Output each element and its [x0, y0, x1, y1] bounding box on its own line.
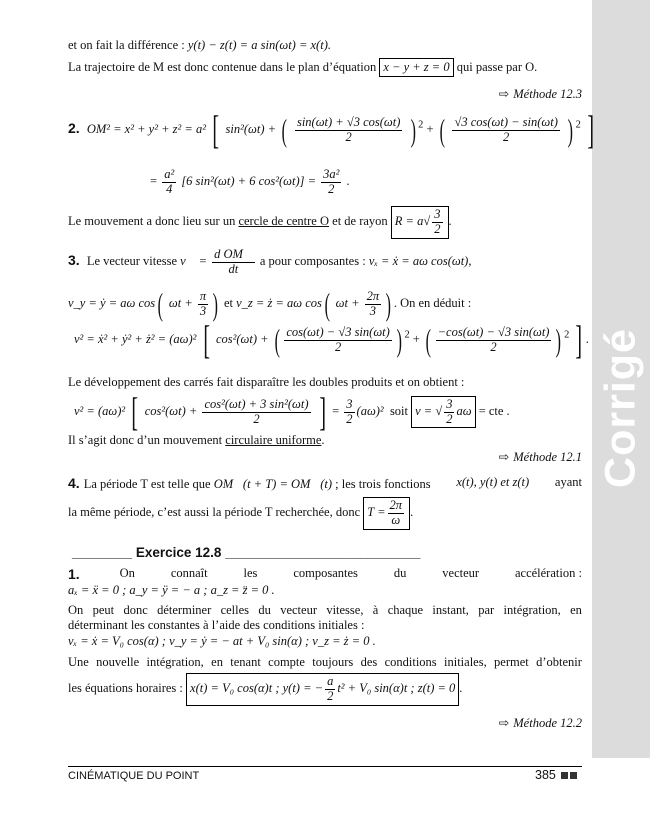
development-text: Le développement des carrés fait disparaître les doubles produits et on obtient : — [68, 375, 465, 389]
arrow-right-icon: ⇨ — [498, 87, 510, 101]
page-number: 385 — [535, 768, 556, 782]
plane-equation-box: x − y + z = 0 — [379, 58, 453, 77]
uniform-conclusion: Il s’agit donc d’un mouvement circulaire uniforme. — [68, 433, 325, 447]
sidebar-label: Corrigé — [596, 328, 645, 488]
v-squared-result: v² = (aω)² [ cos²(ωt) + $\frac{\text{cos²(ωt) + 3 sin²(ωt)}}{2}$ ] = $\frac{3}{2}$ (aω)² soit v = √ $\frac{3}{2}$ aω = cte . — [74, 389, 510, 434]
period-conclusion: la même période, c’est aussi la période T recherchée, donc T = $\frac{2\pi}{\omega}$ . — [68, 497, 413, 530]
integration-text-1: On peut donc déterminer celles du vecteur vitesse, à chaque instant, par intégration, en — [68, 603, 582, 617]
period-line: 4. La période T est telle que OM⃗(t + T) = OM⃗(t) ; les trois fonctions x(t), y(t) et z(t) ayant — [68, 475, 582, 491]
equation: vₓ = ẋ = aω cos(ωt), — [368, 254, 472, 269]
text: Le vecteur vitesse — [86, 254, 178, 269]
text: soit — [389, 403, 408, 418]
question-number: 2. — [68, 119, 80, 136]
equation: v² = (aω)² — [74, 403, 126, 418]
fraction: $\frac{2\pi}{3}$ — [366, 288, 380, 318]
footer-page — [535, 768, 577, 782]
op: + — [426, 121, 434, 136]
equation: y(t) − z(t) = a sin(ωt) = x(t). — [187, 38, 331, 52]
text: Le mouvement a donc lieu sur un — [68, 214, 236, 229]
paren: ( — [281, 112, 288, 148]
question-number: 3. — [68, 252, 80, 269]
period-box: T = $\frac{2\pi}{\omega}$ — [363, 497, 410, 530]
velocity-definition — [68, 248, 471, 277]
equation: OM² = x² + y² + z² = a² — [86, 121, 206, 136]
text: et — [223, 295, 233, 310]
acc-intro: 1. On connaît les composantes du vecteur accélération : — [68, 566, 582, 582]
arrow-right-icon: ⇨ — [498, 716, 510, 730]
method-label: Méthode 12.2 — [513, 716, 582, 730]
integration-text-3: Une nouvelle intégration, en tenant compte toujours des conditions initiales, permet d’obtenir — [68, 655, 582, 669]
text: = cte . — [478, 403, 510, 418]
equation: v_z = ż = aω cos — [236, 295, 322, 310]
fraction: $\frac{\text{a²}}{4}$ — [164, 167, 175, 196]
plane-line — [68, 58, 537, 77]
equation: [6 sin²(ωt) + 6 cos²(ωt)] = — [181, 174, 317, 189]
fraction: $\frac{\cos(\omega t) - √3 \sin(\omega t)}{2}$ — [286, 324, 390, 354]
footer-divider — [68, 766, 582, 767]
paren: ) — [567, 112, 574, 148]
equation: v_y = ẏ = aω cos — [68, 295, 156, 310]
circle-conclusion: Le mouvement a donc lieu sur un cercle de centre O et de rayon R = a√ $\frac{3}{2}$ . — [68, 206, 452, 239]
method-ref-12-1[interactable] — [499, 449, 582, 465]
hourly-equations-box: x(t) = V₀ cos(α)t ; y(t) = − $\frac{a}{2}$ t² + V₀ sin(α)t ; z(t) = 0 — [186, 673, 459, 706]
fraction: $\frac{\pi}{3}$ — [199, 288, 207, 318]
square-icon — [561, 772, 568, 779]
exercise-heading: ________ Exercice 12.8 __________________________ — [72, 545, 421, 560]
fraction: $\frac{-\cos(\omega t) - √3 \sin(\omega t)}{2}$ — [437, 324, 550, 354]
paren: ( — [439, 112, 445, 148]
method-ref-12-2[interactable] — [499, 715, 582, 731]
method-ref-12-3[interactable] — [499, 86, 582, 102]
fraction: $\frac{3}{2}$ — [346, 396, 353, 426]
square-icon — [570, 772, 577, 779]
fraction: $\frac{\text{3a²}}{2}$ — [323, 167, 340, 196]
text: a pour composantes : — [259, 254, 366, 269]
arrow-right-icon: ⇨ — [498, 450, 510, 464]
fraction: $\frac{\text{cos²(ωt) + 3 sin²(ωt)}}{2}$ — [204, 396, 309, 426]
equation: v⃗ = — [180, 254, 208, 269]
text: qui passe par O. — [456, 60, 538, 74]
fraction: $\frac{√3 \cos(\omega t) - \sin(\omega t)}{2}$ — [454, 114, 558, 144]
text: et de rayon — [332, 214, 388, 229]
text: . On en déduit : — [393, 295, 472, 310]
exercise-title: Exercice 12.8 — [135, 545, 222, 560]
op: = — [150, 174, 158, 189]
radius-box: R = a√ $\frac{3}{2}$ — [391, 206, 449, 239]
underlined-text: circulaire uniforme — [225, 433, 322, 447]
chapter-sidebar — [592, 0, 650, 758]
diff-line — [68, 38, 331, 53]
paren: ) — [410, 112, 416, 148]
v-squared-equation: v² = ẋ² + ẏ² + ż² = (aω)² [ cos²(ωt) + ( $\frac{\cos(\omega t) - √3 \sin(\omega t)}{2}$ ) $^2$ + ( $\frac{-\cos(\omega t) - √3 \sin(\omega t)}{2}$ ) $^2$ ] . — [74, 317, 589, 362]
question-number: 1. — [68, 566, 80, 582]
bracket-close: ] — [587, 107, 594, 152]
text: et on fait la différence : — [68, 38, 185, 52]
speed-box: v = √ $\frac{3}{2}$ aω — [411, 396, 475, 429]
underlined-text: cercle de centre O — [238, 214, 330, 229]
om-squared-result: = $\frac{\text{a²}}{4}$ [6 sin²(ωt) + 6 cos²(ωt)] = $\frac{\text{3a²}}{2}$ . — [150, 167, 350, 196]
method-label: Méthode 12.3 — [513, 87, 582, 101]
acc-components: aₓ = ẍ = 0 ; a_y = ÿ = − a ; a_z = z̈ = 0 . — [68, 583, 275, 597]
velocity-components: vₓ = ẋ = V₀ cos(α) ; v_y = ẏ = − at + V₀ sin(α) ; v_z = ż = 0 . — [68, 634, 376, 648]
text: La trajectoire de M est donc contenue dans le plan d’équation — [68, 60, 377, 74]
fraction: $\frac{\sin(\omega t) + √3 \cos(\omega t)}{2}$ — [296, 114, 401, 144]
equation: v² = ẋ² + ẏ² + ż² = (aω)² — [74, 331, 197, 346]
vy-vz-line: v_y = ẏ = aω cos( ωt + $\frac{\pi}{3}$ ) et v_z = ż = aω cos( ωt + $\frac{2\pi}{3}$ ) . On en déduit : — [68, 286, 472, 322]
integration-text-2: déterminant les constantes à l’aide des conditions initiales : — [68, 618, 365, 632]
footer-chapter: CINÉMATIQUE DU POINT — [68, 770, 200, 782]
method-label: Méthode 12.1 — [513, 450, 582, 464]
hourly-equations: les équations horaires : x(t) = V₀ cos(α)t ; y(t) = − $\frac{a}{2}$ t² + V₀ sin(α)t ; z(t) = 0 . — [68, 673, 462, 706]
term: sin²(ωt) + — [225, 121, 277, 136]
question-number: 4. — [68, 475, 80, 491]
fraction: $\frac{\text{d OM⃗}}{dt}$ — [214, 247, 253, 276]
bracket-open: [ — [212, 107, 220, 152]
om-squared-equation: 2. OM² = x² + y² + z² = a² [ sin²(ωt) + ( $\frac{\sin(\omega t) + √3 \cos(\omega t)}{2}$ ) $^2$ + ( $\frac{√3 \cos(\omega t) - \sin(\omega t)}{2}$ ) $^2$ ] — [68, 107, 594, 152]
